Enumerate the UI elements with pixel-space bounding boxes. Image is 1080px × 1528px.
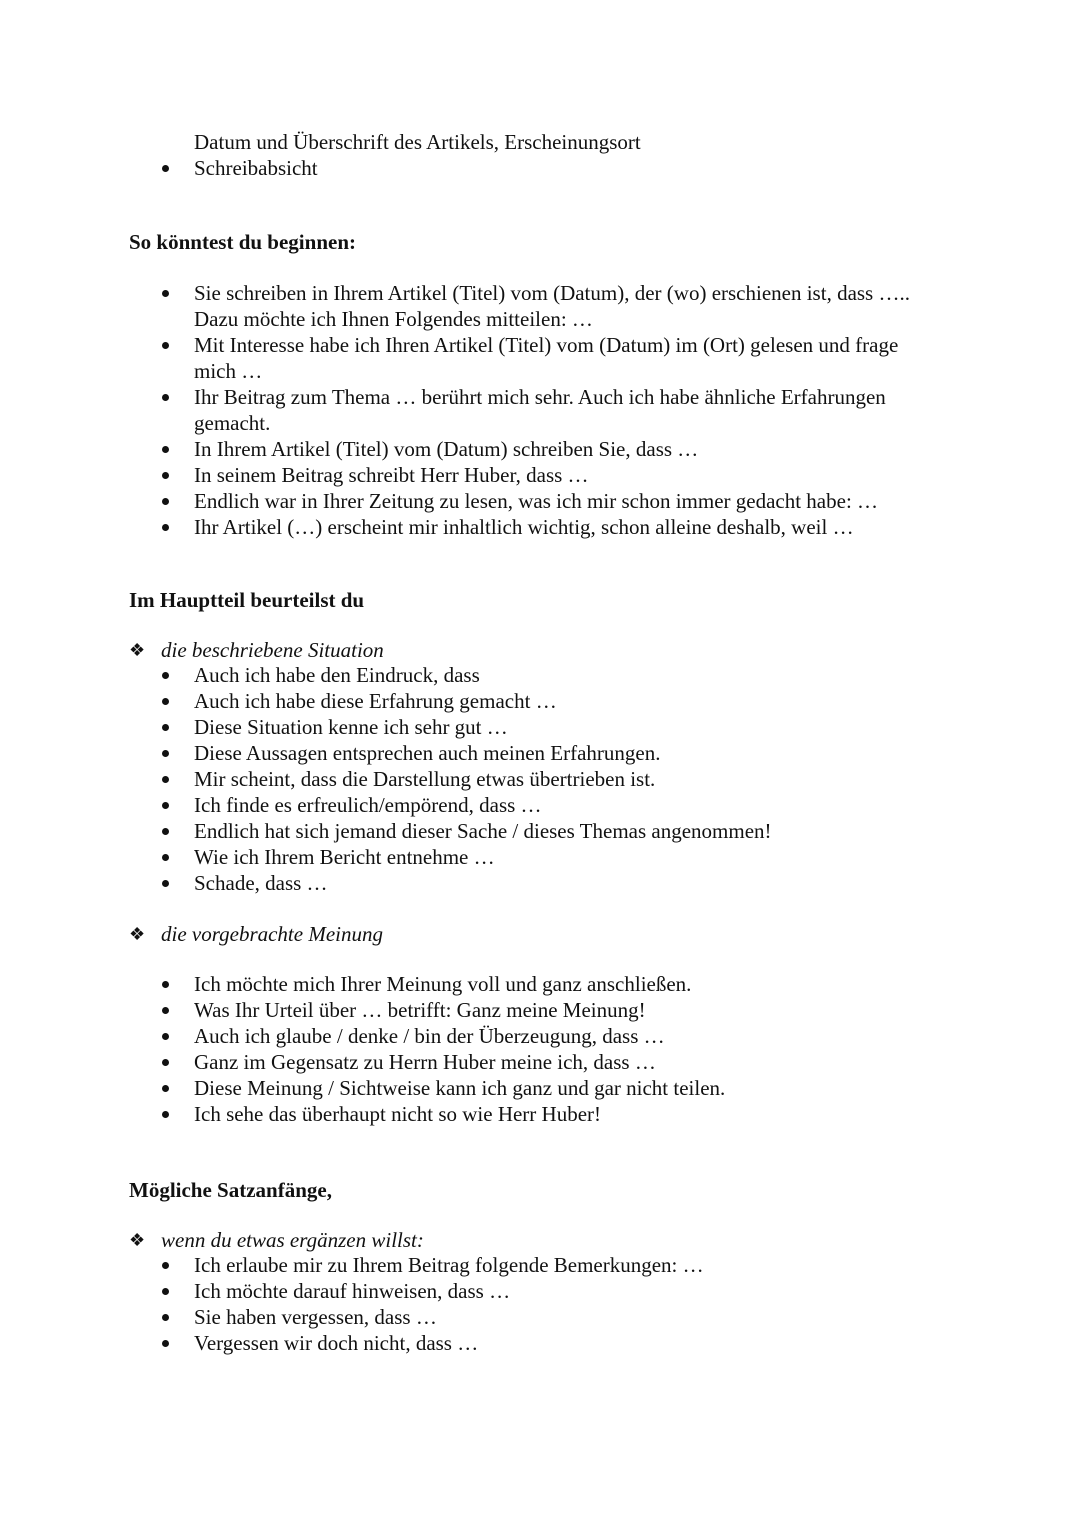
list-item-text: Datum und Überschrift des Artikels, Erscheinungsort — [194, 130, 641, 154]
section-heading-hauptteil: Im Hauptteil beurteilst du — [129, 588, 365, 612]
list-item — [0, 792, 1080, 818]
list-item-text: Diese Aussagen entsprechen auch meinen Erfahrungen. — [194, 741, 661, 765]
bullet-icon — [162, 1007, 169, 1014]
list-item-text: Mir scheint, dass die Darstellung etwas übertrieben ist. — [194, 767, 656, 791]
list-item — [0, 844, 1080, 870]
subheading-text: die vorgebrachte Meinung — [161, 922, 383, 946]
list-item — [0, 436, 1080, 462]
list-item — [0, 688, 1080, 714]
list-item — [0, 488, 1080, 514]
subheading-meinung — [0, 921, 1080, 947]
list-item-text: Ich erlaube mir zu Ihrem Beitrag folgende Bemerkungen: … — [194, 1253, 704, 1277]
bullet-icon — [162, 880, 169, 887]
list-item-text: Sie schreiben in Ihrem Artikel (Titel) vom (Datum), der (wo) erschienen ist, dass ….. — [194, 281, 910, 305]
list-item-text: gemacht. — [194, 411, 271, 435]
list-item-text: Schade, dass … — [194, 871, 328, 895]
bullet-icon — [162, 854, 169, 861]
list-item-text: Auch ich habe diese Erfahrung gemacht … — [194, 689, 557, 713]
subheading-text: wenn du etwas ergänzen willst: — [161, 1228, 424, 1252]
bullet-icon — [162, 828, 169, 835]
list-item — [0, 332, 1080, 358]
bullet-icon — [162, 446, 169, 453]
list-item — [0, 818, 1080, 844]
list-item — [0, 971, 1080, 997]
list-item-continuation — [0, 129, 1080, 155]
list-item-text: Was Ihr Urteil über … betrifft: Ganz meine Meinung! — [194, 998, 646, 1022]
list-item-continuation — [0, 358, 1080, 384]
bullet-icon — [162, 802, 169, 809]
list-item — [0, 1330, 1080, 1356]
bullet-icon — [162, 698, 169, 705]
bullet-icon — [162, 524, 169, 531]
list-item — [0, 384, 1080, 410]
list-item — [0, 280, 1080, 306]
list-item — [0, 462, 1080, 488]
list-item — [0, 1075, 1080, 1101]
list-item — [0, 740, 1080, 766]
bullet-icon — [162, 981, 169, 988]
bullet-icon — [162, 498, 169, 505]
bullet-icon — [162, 1288, 169, 1295]
list-item-text: In Ihrem Artikel (Titel) vom (Datum) schreiben Sie, dass … — [194, 437, 699, 461]
list-item — [0, 1049, 1080, 1075]
list-item — [0, 1252, 1080, 1278]
diamond-bullet-icon: ❖ — [129, 924, 146, 944]
list-item — [0, 1101, 1080, 1127]
list-item-text: Sie haben vergessen, dass … — [194, 1305, 437, 1329]
bullet-icon — [162, 1111, 169, 1118]
list-item — [0, 766, 1080, 792]
list-item-text: Auch ich glaube / denke / bin der Überzeugung, dass … — [194, 1024, 665, 1048]
subheading-text: die beschriebene Situation — [161, 638, 384, 662]
section-heading-beginnen: So könntest du beginnen: — [129, 230, 356, 254]
section-heading-satzanfaenge: Mögliche Satzanfänge, — [129, 1178, 332, 1202]
bullet-icon — [162, 290, 169, 297]
list-item — [0, 997, 1080, 1023]
list-item — [0, 1278, 1080, 1304]
list-item-text: Wie ich Ihrem Bericht entnehme … — [194, 845, 495, 869]
situation-list — [0, 662, 1080, 896]
bullet-icon — [162, 394, 169, 401]
list-item — [0, 714, 1080, 740]
list-item-continuation — [0, 410, 1080, 436]
bullet-icon — [162, 1314, 169, 1321]
meinung-list — [0, 971, 1080, 1127]
diamond-bullet-icon: ❖ — [129, 640, 146, 660]
list-item-text: Endlich war in Ihrer Zeitung zu lesen, was ich mir schon immer gedacht habe: … — [194, 489, 879, 513]
bullet-icon — [162, 750, 169, 757]
list-item-text: Ihr Artikel (…) erscheint mir inhaltlich wichtig, schon alleine deshalb, weil … — [194, 515, 854, 539]
bullet-icon — [162, 342, 169, 349]
list-item-text: Ihr Beitrag zum Thema … berührt mich sehr. Auch ich habe ähnliche Erfahrungen — [194, 385, 886, 409]
list-item-text: Ich möchte darauf hinweisen, dass … — [194, 1279, 511, 1303]
bullet-icon — [162, 1059, 169, 1066]
list-item — [0, 870, 1080, 896]
list-item — [0, 1023, 1080, 1049]
list-item — [0, 662, 1080, 688]
ergaenzen-list — [0, 1252, 1080, 1356]
list-item-text: Ich finde es erfreulich/empörend, dass … — [194, 793, 542, 817]
list-item-text: Mit Interesse habe ich Ihren Artikel (Titel) vom (Datum) im (Ort) gelesen und frage — [194, 333, 899, 357]
bullet-icon — [162, 472, 169, 479]
list-item-text: Auch ich habe den Eindruck, dass — [194, 663, 480, 687]
list-item-text: Dazu möchte ich Ihnen Folgendes mitteilen: … — [194, 307, 593, 331]
list-item-text: In seinem Beitrag schreibt Herr Huber, dass … — [194, 463, 589, 487]
list-item-text: Ganz im Gegensatz zu Herrn Huber meine ich, dass … — [194, 1050, 656, 1074]
list-item — [0, 514, 1080, 540]
subheading-situation — [0, 637, 1080, 663]
list-item-text: Endlich hat sich jemand dieser Sache / dieses Themas angenommen! — [194, 819, 772, 843]
diamond-bullet-icon: ❖ — [129, 1230, 146, 1250]
bullet-icon — [162, 1262, 169, 1269]
list-item — [0, 155, 1080, 181]
intro-list — [0, 129, 1080, 181]
list-item-continuation — [0, 306, 1080, 332]
list-item-text: Schreibabsicht — [194, 156, 318, 180]
bullet-icon — [162, 724, 169, 731]
list-item-text: Diese Situation kenne ich sehr gut … — [194, 715, 508, 739]
list-item-text: Ich sehe das überhaupt nicht so wie Herr Huber! — [194, 1102, 602, 1126]
bullet-icon — [162, 776, 169, 783]
subheading-ergaenzen — [0, 1227, 1080, 1253]
bullet-icon — [162, 1085, 169, 1092]
list-item-text: mich … — [194, 359, 263, 383]
list-item-text: Ich möchte mich Ihrer Meinung voll und ganz anschließen. — [194, 972, 692, 996]
list-item-text: Vergessen wir doch nicht, dass … — [194, 1331, 479, 1355]
bullet-icon — [162, 1033, 169, 1040]
bullet-icon — [162, 1340, 169, 1347]
list-item-text: Diese Meinung / Sichtweise kann ich ganz und gar nicht teilen. — [194, 1076, 726, 1100]
bullet-icon — [162, 165, 169, 172]
beginnen-list — [0, 280, 1080, 540]
bullet-icon — [162, 672, 169, 679]
list-item — [0, 1304, 1080, 1330]
